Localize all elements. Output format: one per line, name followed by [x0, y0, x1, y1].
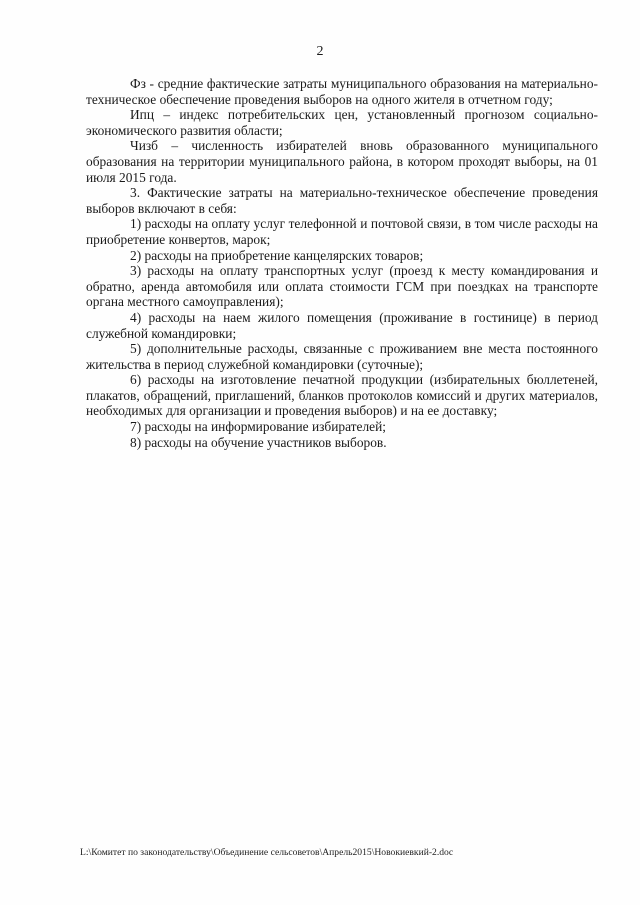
paragraph-chizb-definition: Чизб – численность избирателей вновь образованного муниципального образования на территории муниципального района, в котором проходят выборы, на 01 июля 2015 года.	[86, 138, 598, 185]
footer-file-path: L:\Комитет по законодательству\Объединение сельсоветов\Апрель2015\Новокиевкий-2.doc	[80, 847, 454, 858]
list-item-1: 1) расходы на оплату услуг телефонной и почтовой связи, в том числе расходы на приобретение конвертов, марок;	[86, 216, 598, 247]
list-item-3: 3) расходы на оплату транспортных услуг (проезд к месту командирования и обратно, аренда автомобиля или оплата стоимости ГСМ при поездках на транспорте органа местного самоуправления);	[86, 263, 598, 310]
document-body	[86, 76, 598, 450]
list-item-2: 2) расходы на приобретение канцелярских товаров;	[130, 247, 424, 263]
paragraph-section-3: 3. Фактические затраты на материально-техническое обеспечение проведения выборов включают в себя:	[86, 185, 598, 216]
page-number: 2	[316, 44, 324, 59]
list-item-4: 4) расходы на наем жилого помещения (проживание в гостинице) в период служебной командировки;	[86, 309, 598, 341]
paragraph-fz-definition: Фз - средние фактические затраты муниципального образования на материально-техническое обеспечение проведения выборов на одного жителя в отчетном году;	[86, 76, 598, 107]
list-item-8: 8) расходы на обучение участников выборов.	[130, 434, 387, 450]
list-item-7: 7) расходы на информирование избирателей;	[130, 419, 386, 435]
list-item-5: 5) дополнительные расходы, связанные с проживанием вне места постоянного жительства в период служебной командировки (суточные);	[86, 341, 598, 372]
list-item-6: 6) расходы на изготовление печатной продукции (избирательных бюллетеней, плакатов, обращений, приглашений, бланков протоколов комиссий и других материалов, необходимых для организации и проведения выборов) и на ее доставку;	[86, 372, 598, 419]
paragraph-ipc-definition: Ипц – индекс потребительских цен, установленный прогнозом социально-экономического развития области;	[86, 107, 598, 138]
